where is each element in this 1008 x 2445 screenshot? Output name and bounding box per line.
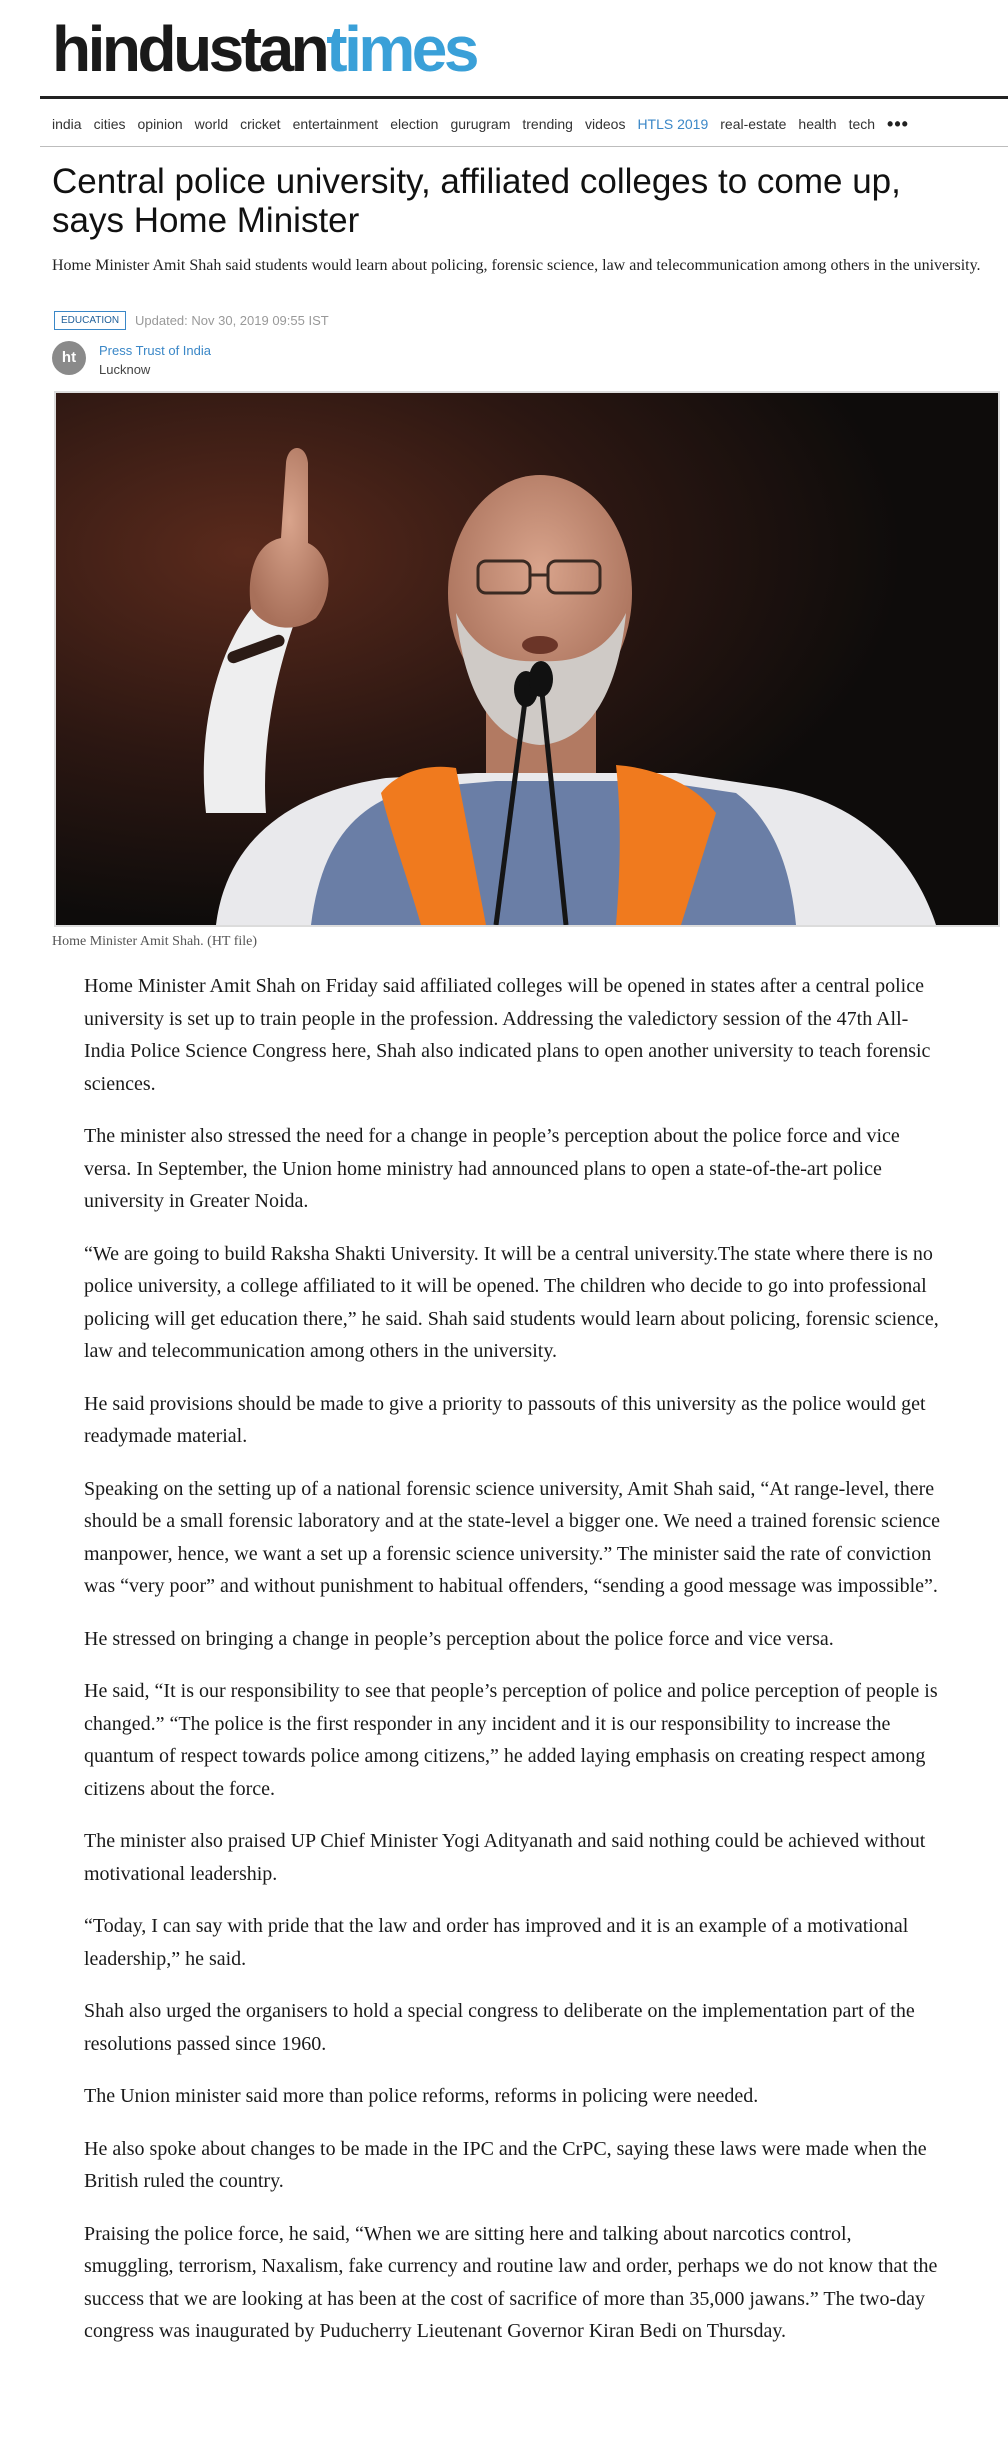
author-avatar: ht xyxy=(52,341,86,375)
photo-caption: Home Minister Amit Shah. (HT file) xyxy=(52,934,258,949)
nav-item-cities[interactable]: cities xyxy=(93,116,126,132)
masthead-divider xyxy=(40,96,1008,99)
nav-item-election[interactable]: election xyxy=(390,116,439,132)
article-headline: Central police university, affiliated colleges to come up, says Home Minister xyxy=(52,162,901,240)
article-paragraph: “Today, I can say with pride that the law and order has improved and it is an example of a motivational leadership,” he said. xyxy=(84,1915,909,1970)
article-body xyxy=(84,970,940,2368)
article-paragraph: Speaking on the setting up of a national forensic science university, Amit Shah said, “At range-level, there should be a small forensic laboratory and at the state-level a bigger one. We need a trained forensic science manpower, hence, we want a set up a forensic science university.” The minister said the rate of conviction was “very poor” and without punishment to habitual offenders, “sending a good message was impossible”. xyxy=(84,1477,941,1597)
article-paragraph: “We are going to build Raksha Shakti University. It will be a central university.The state where there is no police university, a college affiliated to it will be opened. The children who decide to go into professional policing will get education there,” he said. Shah said students would learn about policing, forensic science, law and telecommunication among others in the university. xyxy=(84,1242,939,1362)
article-paragraph: Home Minister Amit Shah on Friday said affiliated colleges will be opened in states after a central police university is set up to train people in the profession. Addressing the valedictory session of the 47th All-India Police Science Congress here, Shah also indicated plans to open another university to teach forensic sciences. xyxy=(84,975,931,1095)
article-paragraph: He also spoke about changes to be made in the IPC and the CrPC, saying these laws were made when the British ruled the country. xyxy=(84,2137,927,2192)
article-paragraph: The minister also stressed the need for a change in people’s perception about the police force and vice versa. In September, the Union home ministry had announced plans to open a state-of-the-art police university in Greater Noida. xyxy=(84,1125,900,1212)
nav-item-world[interactable]: world xyxy=(194,116,229,132)
more-dots-icon[interactable]: ••• xyxy=(887,113,909,134)
article-summary: Home Minister Amit Shah said students would learn about policing, forensic science, law and telecommunication among others in the university. xyxy=(52,257,981,274)
article-paragraph: Praising the police force, he said, “When we are sitting here and talking about narcotics control, smuggling, terrorism, Naxalism, fake currency and routine law and order, perhaps we do not know that the success that we are looking at has been at the cost of sacrifice of more than 35,000 jawans.” The two-day congress was inaugurated by Puducherry Lieutenant Governor Kiran Bedi on Thursday. xyxy=(84,2222,938,2342)
article-paragraph: Shah also urged the organisers to hold a special congress to deliberate on the implementation part of the resolutions passed since 1960. xyxy=(84,2000,915,2055)
article-paragraph: He said provisions should be made to give a priority to passouts of this university as the police would get readymade material. xyxy=(84,1392,926,1447)
dateline-location: Lucknow xyxy=(99,362,151,377)
article-photo xyxy=(54,391,1000,927)
logo-text-hindustan: hindustan xyxy=(52,13,327,85)
nav-item-health[interactable]: health xyxy=(798,116,837,132)
section-tag-education[interactable]: EDUCATION xyxy=(54,311,126,330)
nav-item-real-estate[interactable]: real-estate xyxy=(720,116,787,132)
main-navigation xyxy=(52,112,909,136)
author-link[interactable]: Press Trust of India xyxy=(99,343,211,358)
updated-timestamp: Updated: Nov 30, 2019 09:55 IST xyxy=(135,313,329,328)
article-paragraph: The Union minister said more than police reforms, reforms in policing were needed. xyxy=(84,2085,759,2107)
article-paragraph: He said, “It is our responsibility to see that people’s perception of police and police perception of people is changed.” “The police is the first responder in any incident and it is our responsibility to increase the quantum of respect towards police among citizens,” he added laying emphasis on creating respect among citizens about the force. xyxy=(84,1680,938,1800)
nav-item-opinion[interactable]: opinion xyxy=(137,116,183,132)
nav-item-trending[interactable]: trending xyxy=(522,116,573,132)
site-logo[interactable] xyxy=(52,13,476,85)
article-paragraph: He stressed on bringing a change in people’s perception about the police force and vice versa. xyxy=(84,1627,834,1650)
nav-item-india[interactable]: india xyxy=(52,116,82,132)
nav-item-tech[interactable]: tech xyxy=(848,116,876,132)
nav-divider xyxy=(40,146,1008,147)
nav-item-entertainment[interactable]: entertainment xyxy=(292,116,379,132)
nav-item-videos[interactable]: videos xyxy=(584,116,626,132)
article-paragraph: The minister also praised UP Chief Minister Yogi Adityanath and said nothing could be achieved without motivational leadership. xyxy=(84,1830,926,1885)
nav-item-htls-2019[interactable]: HTLS 2019 xyxy=(637,116,709,132)
nav-item-gurugram[interactable]: gurugram xyxy=(450,116,511,132)
nav-item-cricket[interactable]: cricket xyxy=(240,116,281,132)
logo-text-times: times xyxy=(326,13,476,85)
